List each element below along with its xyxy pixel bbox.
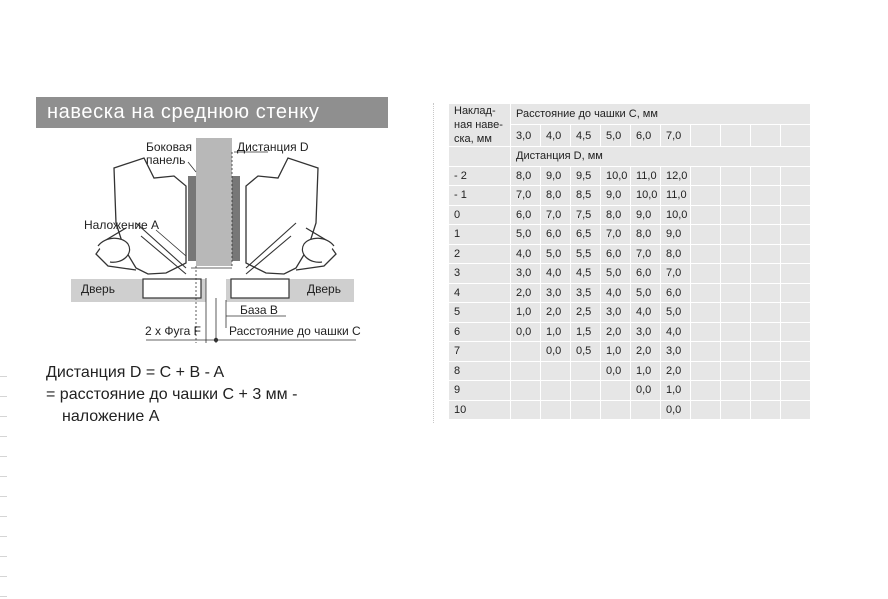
table-row xyxy=(449,205,811,225)
table-cell: 12,0 xyxy=(661,166,691,186)
row-label: 0 xyxy=(449,205,511,225)
table-cell: 3,0 xyxy=(661,342,691,362)
table-row xyxy=(449,322,811,342)
right-cup xyxy=(231,279,289,298)
table-cell: 1,0 xyxy=(631,361,661,381)
table-cell xyxy=(751,322,781,342)
table-cell xyxy=(721,244,751,264)
table-cell xyxy=(691,283,721,303)
table-sub-header-row xyxy=(449,147,811,167)
column-header: 6,0 xyxy=(631,125,661,147)
label-door-right: Дверь xyxy=(307,282,341,296)
label-door-left: Дверь xyxy=(81,282,115,296)
table-cell xyxy=(691,244,721,264)
table-cell: 5,0 xyxy=(541,244,571,264)
table-cell: 3,0 xyxy=(511,264,541,284)
table-cell: 0,0 xyxy=(511,322,541,342)
row-label: 8 xyxy=(449,361,511,381)
table-cell xyxy=(691,303,721,323)
table-cell: 3,0 xyxy=(601,303,631,323)
table-cell xyxy=(781,225,811,245)
table-cell xyxy=(721,225,751,245)
label-gap-f: 2 x Фуга F xyxy=(145,324,201,338)
table-sub-header: Дистанция D, мм xyxy=(511,147,811,167)
label-cup-distance-c: Расстояние до чашки C xyxy=(229,324,361,338)
table-cell: 1,0 xyxy=(541,322,571,342)
column-header xyxy=(751,125,781,147)
table-cell: 9,0 xyxy=(601,186,631,206)
row-label: 10 xyxy=(449,400,511,420)
table-cell: 6,0 xyxy=(541,225,571,245)
table-cell xyxy=(721,205,751,225)
table-cell: 5,5 xyxy=(571,244,601,264)
table-row xyxy=(449,186,811,206)
table-cell: 8,0 xyxy=(601,205,631,225)
table-cell: 6,0 xyxy=(661,283,691,303)
row-label: 3 xyxy=(449,264,511,284)
table-cell: 2,0 xyxy=(601,322,631,342)
hinge-diagram xyxy=(36,128,396,350)
table-cell: 8,0 xyxy=(541,186,571,206)
table-cell: 2,0 xyxy=(631,342,661,362)
table-cell xyxy=(781,264,811,284)
table-cell xyxy=(691,166,721,186)
table-cell: 1,5 xyxy=(571,322,601,342)
row-label: 4 xyxy=(449,283,511,303)
table-cell xyxy=(721,400,751,420)
table-cell: 8,5 xyxy=(571,186,601,206)
distance-table xyxy=(449,104,811,420)
side-panel xyxy=(196,138,232,266)
formula xyxy=(46,362,297,428)
table-cell: 10,0 xyxy=(601,166,631,186)
label-overlay-a: Наложение A xyxy=(84,218,160,232)
table-row xyxy=(449,381,811,401)
table-cell xyxy=(781,205,811,225)
table-cell: 0,0 xyxy=(631,381,661,401)
table-cell xyxy=(781,381,811,401)
table-cell: 5,0 xyxy=(631,283,661,303)
table-cell xyxy=(781,166,811,186)
table-cell xyxy=(511,400,541,420)
table-row xyxy=(449,303,811,323)
table-row xyxy=(449,283,811,303)
table-cell xyxy=(571,381,601,401)
table-cell xyxy=(691,186,721,206)
table-cell: 0,0 xyxy=(601,361,631,381)
table-cell xyxy=(781,186,811,206)
table-cell xyxy=(751,400,781,420)
table-cell xyxy=(781,342,811,362)
table-cell: 5,0 xyxy=(601,264,631,284)
table-cell xyxy=(691,225,721,245)
table-cell xyxy=(571,361,601,381)
column-header: 4,5 xyxy=(571,125,601,147)
formula-line-2: = расстояние до чашки С + 3 мм - xyxy=(46,386,298,403)
table-cell: 2,0 xyxy=(661,361,691,381)
table-cell xyxy=(601,381,631,401)
table-cell xyxy=(781,244,811,264)
table-cell: 11,0 xyxy=(631,166,661,186)
row-label: 6 xyxy=(449,322,511,342)
row-label: 2 xyxy=(449,244,511,264)
table-cell xyxy=(721,361,751,381)
column-header xyxy=(721,125,751,147)
row-label: 1 xyxy=(449,225,511,245)
table-cell: 4,0 xyxy=(661,322,691,342)
table-cell: 8,0 xyxy=(511,166,541,186)
table-cell: 7,5 xyxy=(571,205,601,225)
table-cell xyxy=(721,342,751,362)
table-cell xyxy=(751,264,781,284)
table-cell xyxy=(691,381,721,401)
table-cell xyxy=(751,361,781,381)
left-cup xyxy=(143,279,201,298)
table-cell: 4,0 xyxy=(631,303,661,323)
table-cell: 9,0 xyxy=(631,205,661,225)
table-row xyxy=(449,166,811,186)
table-cell xyxy=(751,186,781,206)
hinge-drawing xyxy=(36,128,396,350)
table-row xyxy=(449,342,811,362)
table-cell: 7,0 xyxy=(661,264,691,284)
table-row xyxy=(449,244,811,264)
table-cell xyxy=(571,400,601,420)
table-cell xyxy=(511,361,541,381)
table-cell xyxy=(511,381,541,401)
table-cell: 6,0 xyxy=(511,205,541,225)
table-cell: 11,0 xyxy=(661,186,691,206)
table-cell: 6,5 xyxy=(571,225,601,245)
table-cell: 2,0 xyxy=(541,303,571,323)
table-row xyxy=(449,264,811,284)
table-cell xyxy=(511,342,541,362)
table-cell xyxy=(751,244,781,264)
table-cell: 7,0 xyxy=(631,244,661,264)
table-cell xyxy=(751,283,781,303)
table-cell xyxy=(691,264,721,284)
table-cell: 0,0 xyxy=(541,342,571,362)
table-cell: 4,0 xyxy=(541,264,571,284)
table-cell: 7,0 xyxy=(511,186,541,206)
table-cell: 7,0 xyxy=(541,205,571,225)
table-cell: 7,0 xyxy=(601,225,631,245)
table-cell: 1,0 xyxy=(601,342,631,362)
table-cell xyxy=(751,166,781,186)
column-separator xyxy=(433,103,435,423)
table-cell: 4,0 xyxy=(511,244,541,264)
table-cell: 10,0 xyxy=(631,186,661,206)
table-cell xyxy=(751,342,781,362)
column-header xyxy=(691,125,721,147)
table-cell xyxy=(781,283,811,303)
table-cell: 8,0 xyxy=(661,244,691,264)
table-row-header: Наклад- ная наве- ска, мм xyxy=(449,104,511,147)
table-cell xyxy=(781,400,811,420)
table-cell xyxy=(541,361,571,381)
table-cell xyxy=(751,205,781,225)
table-row xyxy=(449,400,811,420)
right-hinge-screw xyxy=(302,238,334,262)
table-cell: 1,0 xyxy=(661,381,691,401)
table-cell: 6,0 xyxy=(631,264,661,284)
formula-line-1: Дистанция D = C + B - A xyxy=(46,364,225,381)
table-cell xyxy=(631,400,661,420)
table-cell: 5,0 xyxy=(661,303,691,323)
table-cell: 2,0 xyxy=(511,283,541,303)
table-cell xyxy=(721,283,751,303)
row-label: - 2 xyxy=(449,166,511,186)
table-cell xyxy=(541,381,571,401)
row-label: 9 xyxy=(449,381,511,401)
left-hinge-screw xyxy=(98,238,130,262)
table-cell xyxy=(721,186,751,206)
column-header: 5,0 xyxy=(601,125,631,147)
table-cell: 9,5 xyxy=(571,166,601,186)
section-title: навеска на среднюю стенку xyxy=(47,101,320,123)
table-cell: 6,0 xyxy=(601,244,631,264)
table-cell: 4,0 xyxy=(601,283,631,303)
table-cell xyxy=(721,264,751,284)
table-cell xyxy=(691,205,721,225)
table-row xyxy=(449,225,811,245)
row-label: 7 xyxy=(449,342,511,362)
row-label: - 1 xyxy=(449,186,511,206)
table-cell: 3,0 xyxy=(631,322,661,342)
table-cell xyxy=(751,303,781,323)
section-header xyxy=(36,97,388,128)
left-edge-ruling xyxy=(0,357,7,599)
table-cell xyxy=(781,303,811,323)
table-cell xyxy=(721,303,751,323)
table-cell: 0,5 xyxy=(571,342,601,362)
table-cell: 1,0 xyxy=(511,303,541,323)
table-cell: 9,0 xyxy=(541,166,571,186)
table-cell: 4,5 xyxy=(571,264,601,284)
label-base-b: База B xyxy=(240,303,278,317)
table-cell: 5,0 xyxy=(511,225,541,245)
table-cell: 8,0 xyxy=(631,225,661,245)
label-side-panel: Боковая панель xyxy=(146,140,193,167)
table-row xyxy=(449,361,811,381)
column-header: 7,0 xyxy=(661,125,691,147)
left-mount-plate xyxy=(188,176,196,261)
table-cell xyxy=(751,381,781,401)
table-cell xyxy=(691,342,721,362)
formula-line-3: наложение А xyxy=(62,408,160,425)
table-cell xyxy=(721,381,751,401)
table-cell xyxy=(691,361,721,381)
table-cell: 3,5 xyxy=(571,283,601,303)
table-cell: 2,5 xyxy=(571,303,601,323)
table-cell xyxy=(541,400,571,420)
table-cell: 10,0 xyxy=(661,205,691,225)
table-group-header: Расстояние до чашки C, мм xyxy=(511,104,811,125)
right-mount-plate xyxy=(232,176,240,261)
table-cell: 9,0 xyxy=(661,225,691,245)
column-header xyxy=(781,125,811,147)
table-cell xyxy=(721,166,751,186)
column-header: 4,0 xyxy=(541,125,571,147)
table-cell xyxy=(781,361,811,381)
table-cell xyxy=(691,322,721,342)
table-cell xyxy=(691,400,721,420)
table-cell xyxy=(721,322,751,342)
table-cell: 0,0 xyxy=(661,400,691,420)
table-cell xyxy=(601,400,631,420)
table-cell xyxy=(751,225,781,245)
table-cell: 3,0 xyxy=(541,283,571,303)
row-label: 5 xyxy=(449,303,511,323)
label-distance-d: Дистанция D xyxy=(237,140,309,154)
column-header: 3,0 xyxy=(511,125,541,147)
table-cell xyxy=(781,322,811,342)
